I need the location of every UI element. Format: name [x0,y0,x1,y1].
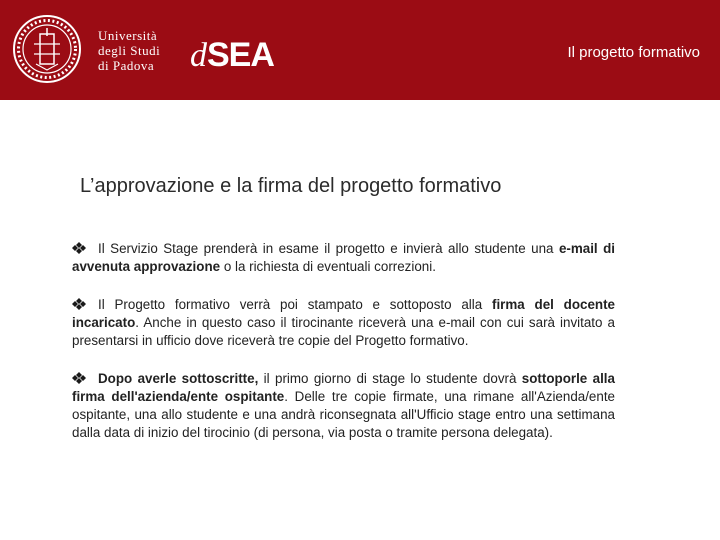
bullet-3-bold-1: Dopo averle sottoscritte, [98,371,259,386]
diamond-bullet-icon [72,298,86,310]
university-line-3: di Padova [98,58,155,73]
bullet-1-text-end: o la richiesta di eventuali correzioni. [220,259,436,274]
diamond-bullet-icon [72,372,86,384]
dsea-logo-prefix: d [190,37,207,74]
university-name [98,28,160,73]
bullet-3-text-end: . Delle tre copie firmate, una rimane all'Azienda/ente ospitante, una allo studente e una andrà riconsegnata all'Ufficio stage entro una settimana dalla data di inizio del tirocinio (di persona, via posta o tramite persona delegata). [72,389,615,440]
dsea-logo [190,35,274,76]
bullet-2-text-end: . Anche in questo caso il tirocinante riceverà una e-mail con cui sarà invitato a presentarsi in ufficio dove riceverà tre copie del Progetto formativo. [72,315,615,348]
bullet-1-text: Il Servizio Stage prenderà in esame il progetto e invierà allo studente una [98,241,559,256]
header-bar [0,0,720,100]
bullet-1-bold: e-mail di avvenuta approvazione [72,241,615,274]
bullet-item-3 [72,370,615,442]
university-seal-icon [12,14,82,84]
bullet-item-1 [72,240,615,276]
bullet-3-bold-2: sottoporle alla firma dell'azienda/ente ospitante [72,371,615,404]
page-title: L’approvazione e la firma del progetto formativo [80,175,502,197]
section-title: Il progetto formativo [567,44,700,61]
diamond-bullet-icon [72,242,86,254]
bullet-item-2 [72,296,615,350]
bullet-2-text: Il Progetto formativo verrà poi stampato e sottoposto alla [98,297,492,312]
dsea-logo-name: SEA [207,36,274,74]
university-line-1: Università [98,28,158,43]
bullet-3-text: il primo giorno di stage lo studente dovrà [258,371,522,386]
bullet-2-bold: firma del docente incaricato [72,297,616,330]
bullet-list [72,240,615,462]
university-line-2: degli Studi [98,43,161,58]
